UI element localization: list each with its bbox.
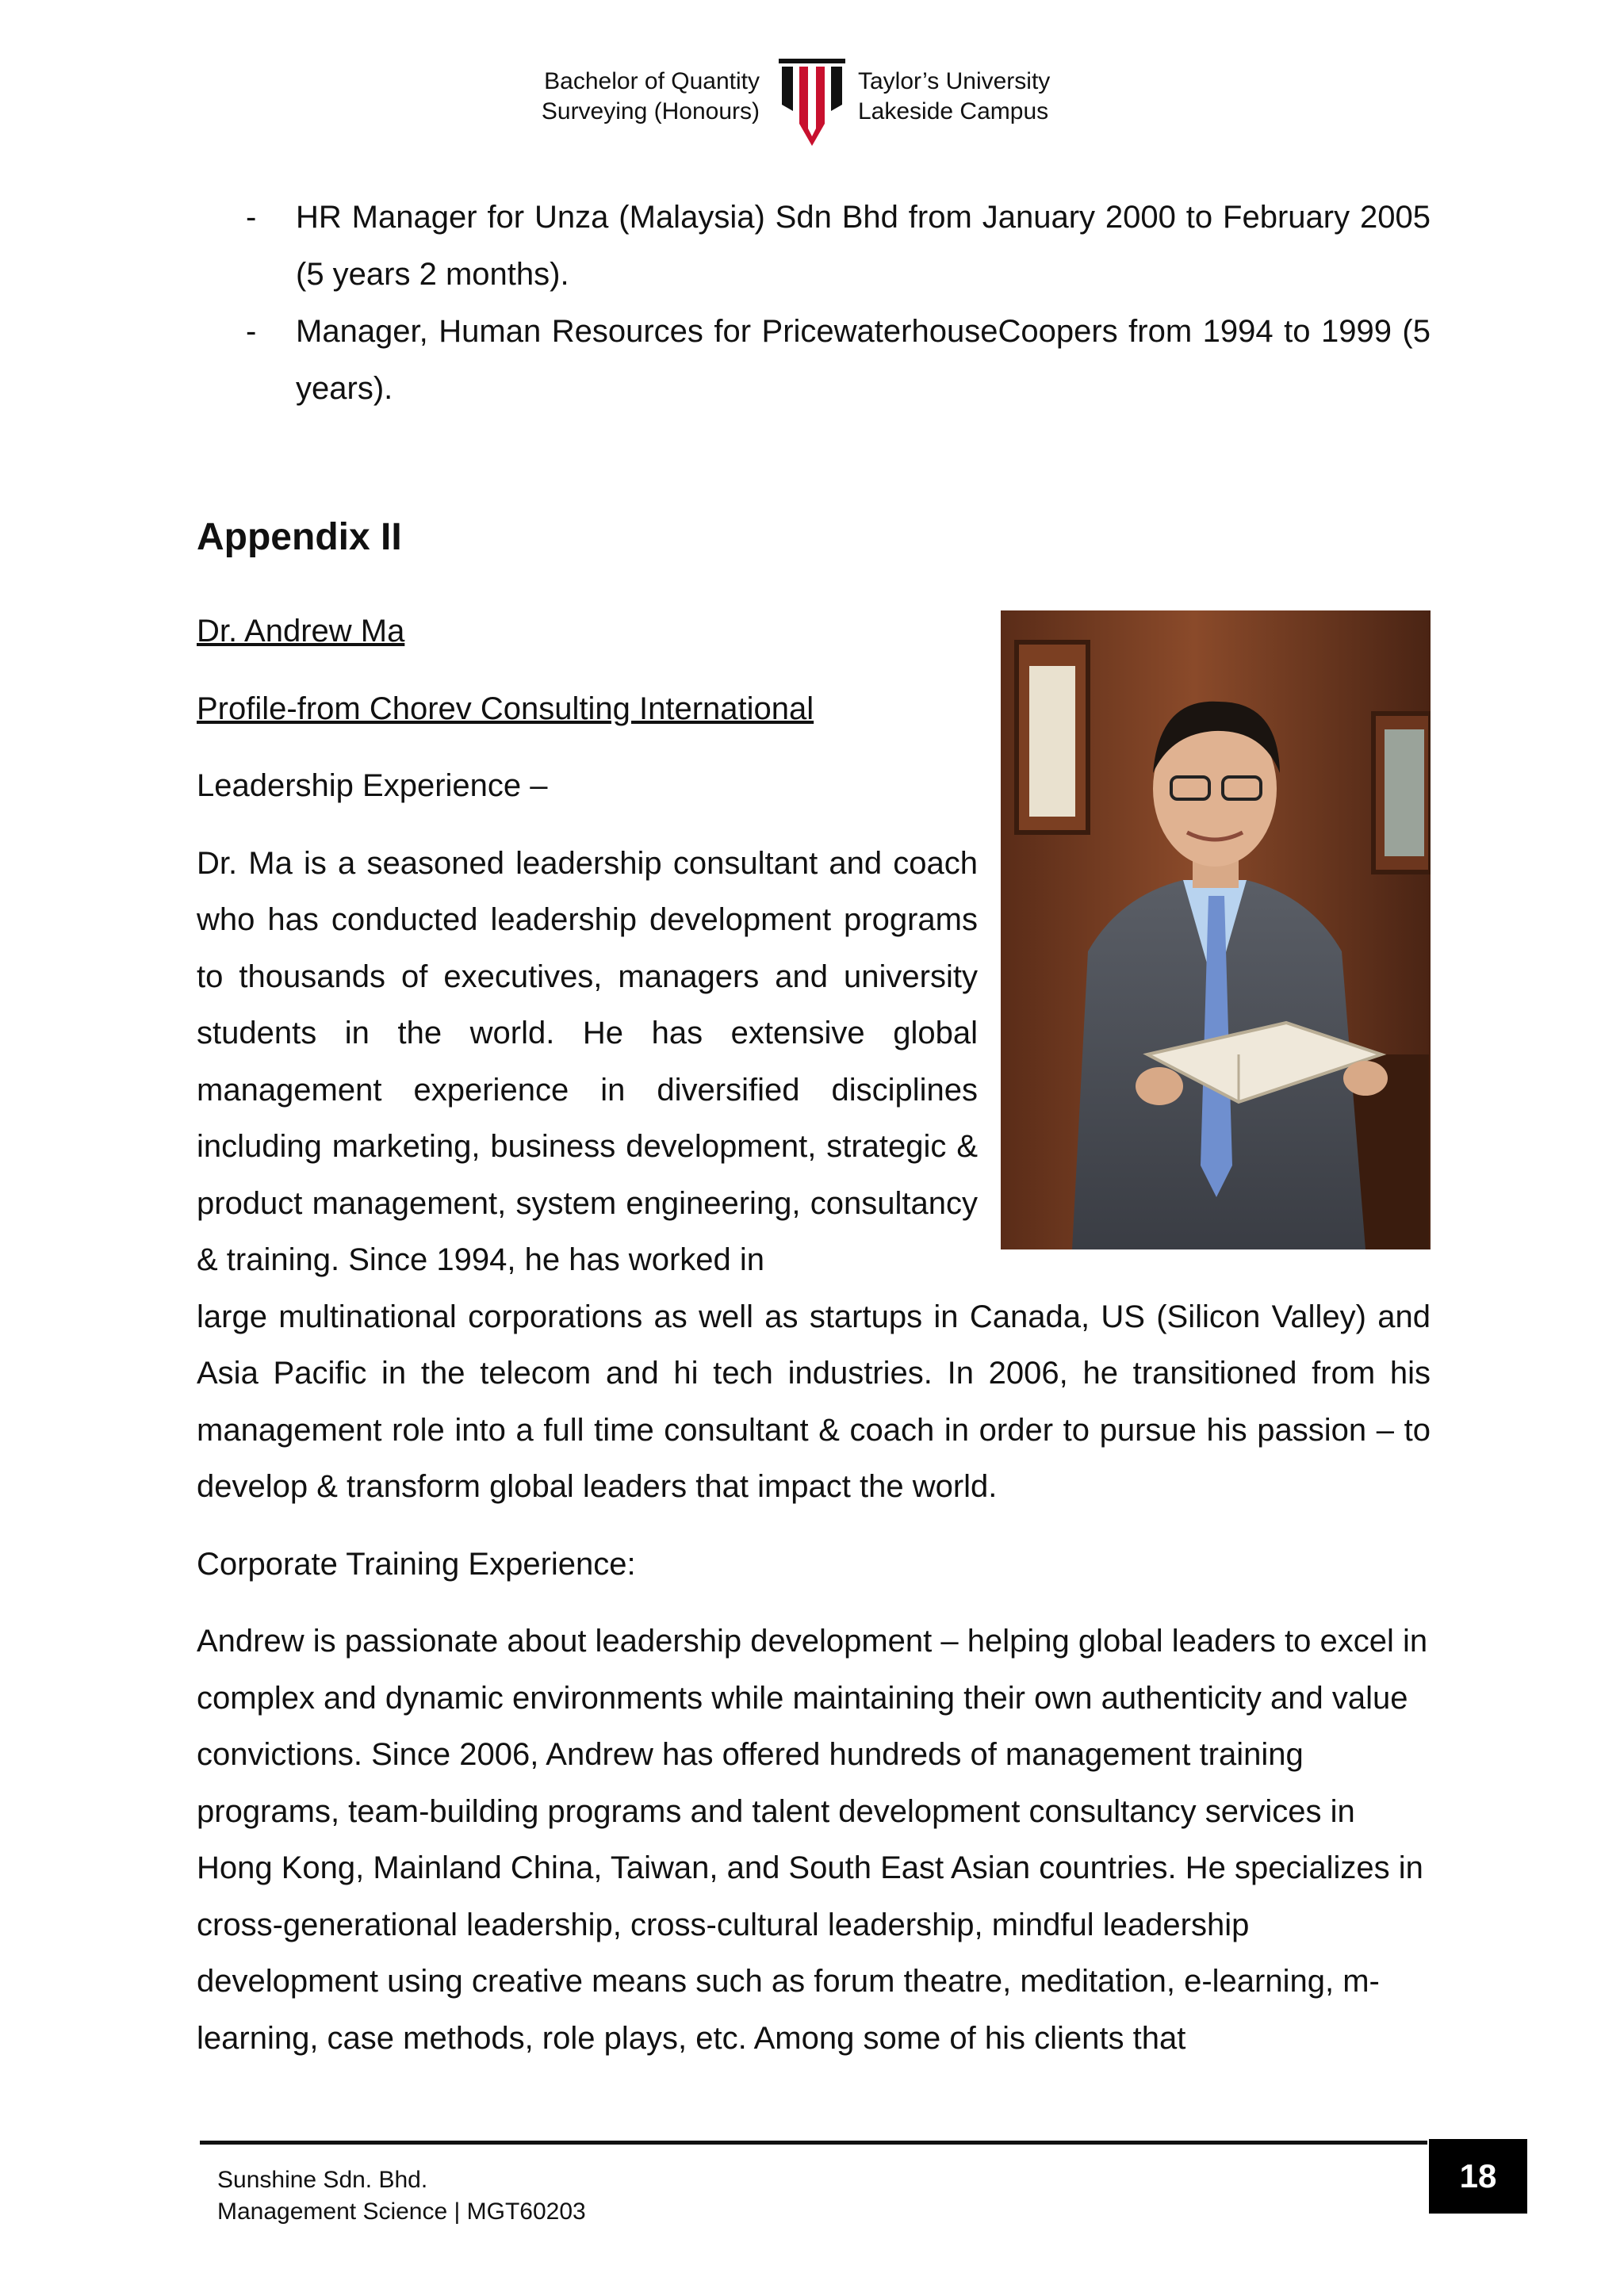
list-item <box>197 189 1431 303</box>
list-item-text: HR Manager for Unza (Malaysia) Sdn Bhd from January 2000 to February 2005 (5 years 2 months). <box>296 200 1431 292</box>
page-header <box>0 55 1624 159</box>
profile-section <box>197 603 1431 2067</box>
training-heading: Corporate Training Experience: <box>197 1546 636 1582</box>
list-item-text: Manager, Human Resources for PricewaterhouseCoopers from 1994 to 1999 (5 years). <box>296 314 1431 406</box>
campus-line-1: Taylor’s University <box>858 68 1051 94</box>
leadership-heading: Leadership Experience – <box>197 768 548 803</box>
profile-name: Dr. Andrew Ma <box>197 614 405 649</box>
list-item <box>197 303 1431 417</box>
campus-name <box>858 67 1050 127</box>
bullet-dash: - <box>246 200 257 235</box>
leadership-paragraph: Dr. Ma is a seasoned leadership consultant and coach who has conducted leadership development programs to thousands of executives, managers and university students in the world. He has extensive global management experience in diversified disciplines including marketing, business development, strategic & product management, system engineering, consultancy & training. Since 1994, he has worked in <box>197 845 978 1277</box>
appendix-title: Appendix II <box>197 516 402 558</box>
footer-info <box>217 2164 586 2228</box>
program-line-1: Bachelor of Quantity <box>544 68 760 94</box>
footer-company: Sunshine Sdn. Bhd. <box>217 2167 428 2193</box>
leadership-paragraph-continued: large multinational corporations as well as startups in Canada, US (Silicon Valley) and Asia Pacific in the telecom and hi tech industries. In 2006, he transitioned from his management role into a full time consultant & coach in order to pursue his passion – to develop & transform global leaders that impact the world. <box>197 1299 1431 1504</box>
program-name <box>542 67 760 127</box>
taylors-crest-icon <box>776 55 848 149</box>
profile-source: Profile-from Chorev Consulting International <box>197 691 814 726</box>
training-paragraph: Andrew is passionate about leadership development – helping global leaders to excel in complex and dynamic environments while maintaining their own authenticity and value convictions. Since 2006, Andrew has offered hundreds of management training programs, team-building programs and talent development consultancy services in Hong Kong, Mainland China, Taiwan, and South East Asian countries. He specializes in cross-generational leadership, cross-cultural leadership, mindful leadership development using creative means such as forum theatre, meditation, e-learning, m-learning, case methods, role plays, etc. Among some of his clients that <box>197 1624 1428 2056</box>
campus-line-2: Lakeside Campus <box>858 98 1049 124</box>
page-number: 18 <box>1429 2139 1527 2214</box>
program-line-2: Surveying (Honours) <box>541 98 760 124</box>
footer-divider <box>200 2141 1427 2145</box>
footer-course: Management Science | MGT60203 <box>217 2198 586 2225</box>
bullet-dash: - <box>246 314 257 349</box>
experience-list <box>197 189 1431 417</box>
